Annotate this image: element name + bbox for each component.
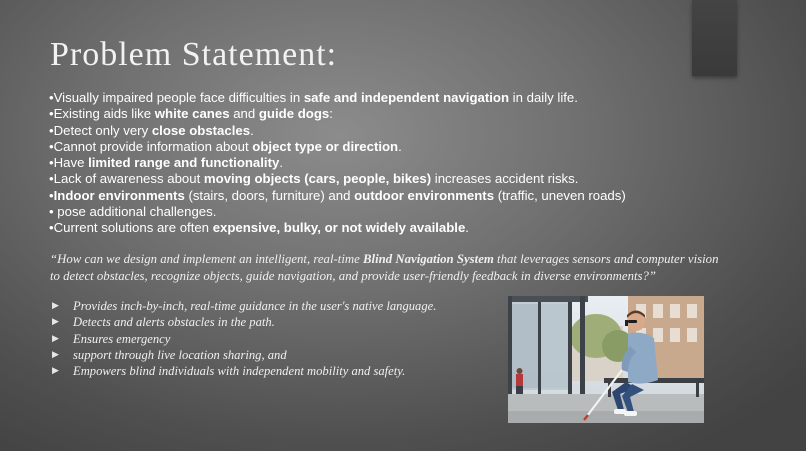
text-run: •Lack of awareness about [49,171,204,187]
text-run: in daily life. [509,90,578,105]
question-line [50,251,790,268]
text-run: •Existing aids like [49,106,155,122]
solution-bullets [50,298,500,379]
emphasis-text: white canes [154,106,230,122]
text-run: . [465,220,469,236]
text-run: •Detect only very [49,122,152,138]
problem-list-item [49,123,769,139]
problem-question [50,251,790,285]
triangle-bullet-icon: ▶ [52,301,59,311]
problem-list-item [49,139,769,155]
problem-list [49,90,769,237]
emphasis-text: Indoor environments [53,187,185,203]
solution-bullet-text: Empowers blind individuals with independent mobility and safety. [73,364,406,379]
problem-list-item [49,204,769,220]
text-run: • pose additional challenges. [49,204,217,220]
problem-list-item [49,106,769,122]
text-run: •Current solutions are often [49,220,213,236]
emphasis-text: moving objects (cars, people, bikes) [203,171,432,187]
solution-bullet-text: Ensures emergency [73,331,171,346]
text-run: (stairs, doors, furniture) and [184,187,355,203]
slide-title: Problem Statement: [50,36,338,73]
emphasis-text: close obstacles [151,122,251,138]
corner-tab [692,0,737,76]
text-run: “How can we design and implement an intelligent, real-time [50,252,364,266]
problem-list-item [49,220,769,236]
solution-bullet-item [50,314,500,330]
text-run: (traffic, uneven roads) [494,187,626,203]
blind-person-photo [508,296,704,423]
text-run: •Cannot provide information about [49,138,253,154]
emphasis-text: object type or direction [252,138,399,154]
emphasis-text: limited range and functionality [88,155,280,171]
problem-list-item [49,188,769,204]
triangle-bullet-icon: ▶ [52,317,59,328]
text-run: •Visually impaired people face difficulties in [49,90,304,105]
text-run: and [229,106,259,122]
emphasis-text: Blind Navigation System [363,252,494,266]
solution-bullet-item [50,347,500,363]
text-run: increases accident risks. [431,171,579,187]
solution-bullet-text: support through live location sharing, and [73,347,287,362]
text-run: that leverages sensors and computer vision [493,252,719,266]
solution-bullet-item [50,363,500,379]
triangle-bullet-icon: ▶ [52,366,59,377]
text-run: . [398,138,402,154]
solution-bullet-item [50,331,500,347]
triangle-bullet-icon: ▶ [52,333,59,344]
question-line [50,268,790,285]
text-run: •Have [49,155,89,171]
solution-bullet-text: Provides inch-by-inch, real-time guidance in the user's native language. [73,299,437,313]
emphasis-text: outdoor environments [354,187,495,203]
text-run: . [250,122,254,138]
emphasis-text: safe and independent navigation [303,90,510,105]
emphasis-text: guide dogs [258,106,330,122]
text-run: • [49,187,54,203]
text-run: to detect obstacles, recognize objects, guide navigation, and provide user-friendly feedback in diverse environments?” [50,269,657,283]
text-run: . [279,155,283,171]
problem-list-item [49,155,769,171]
bus-stop-scene-image [508,296,704,423]
problem-list-item [49,171,769,187]
solution-bullet-text: Detects and alerts obstacles in the path. [73,315,275,330]
solution-bullet-item [50,298,500,314]
triangle-bullet-icon: ▶ [52,349,59,360]
emphasis-text: expensive, bulky, or not widely available [212,220,466,236]
problem-list-item [49,90,769,106]
text-run: : [329,106,333,122]
